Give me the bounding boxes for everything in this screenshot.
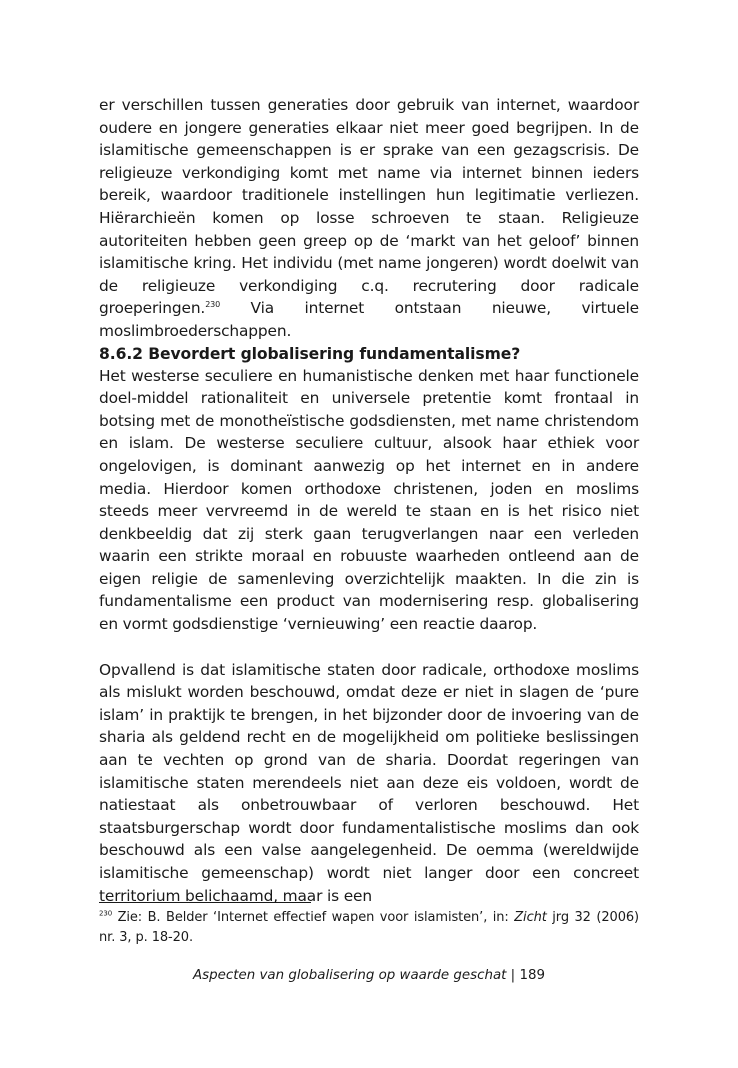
paragraph-2: Het westerse seculiere en humanistische denken met haar functionele doel-middel rationaliteit en universele pretentie komt frontaal in botsing met de monotheïstische godsdiensten, met name christendom en islam. De westerse seculiere cultuur, alsook haar ethiek voor ongelovigen, is dominant aanwezig op het internet en in andere media. Hierdoor komen orthodoxe christenen, joden en moslims steeds meer vervreemd in de wereld te staan en is het risico niet denkbeeldig dat zij sterk gaan terugverlangen naar een verleden waarin een strikte moraal en robuuste waarheden ontleend aan de eigen religie de samenleving overzichtelijk maakten. In die zin is fundamentalisme een product van modernisering resp. globalisering en vormt godsdienstige ‘vernieuwing’ een reactie daarop. (99, 366, 639, 634)
footnote-text-after: jrg 32 (2006) nr. 3, p. 18-20. (99, 910, 640, 945)
footnote-journal: Zicht (514, 910, 547, 925)
paragraph-1-text-after: Via internet ontstaan nieuwe, virtuele moslimbroederschappen. (99, 299, 639, 340)
paragraph-3: Opvallend is dat islamitische staten door radicale, orthodoxe moslims als mislukt worden beschouwd, omdat deze er niet in slagen de ‘pure islam’ in praktijk te brengen, in het bijzonder door de invoering van de sharia als geldend recht en de mogelijkheid om politieke beslissingen aan te vechten op grond van de sharia. Doordat regeringen van islamitische staten merendeels niet aan deze eis voldoen, wordt de natiestaat als onbetrouwbaar of verloren beschouwd. Het staatsburgerschap wordt door fundamentalistische moslims dan ook beschouwd als een valse aangelegenheid. De oemma (wereldwijde islamitische gemeenschap) wordt niet langer door een concreet territorium belichaamd, maar is een (99, 660, 639, 905)
footnote-reference: 230 (205, 300, 221, 310)
footer-separator: | (506, 968, 520, 983)
paragraph-1 (99, 94, 639, 343)
section-heading: 8.6.2 Bevordert globalisering fundamentalisme? (99, 344, 521, 363)
page-body (99, 94, 639, 907)
footer-title: Aspecten van globalisering op waarde geschat (192, 968, 507, 983)
paragraph-1-text: er verschillen tussen generaties door gebruik van internet, waardoor oudere en jongere generaties elkaar niet meer goed begrijpen. In de islamitische gemeenschappen is er sprake van een gezagscrisis. De religieuze verkondiging komt met name via internet binnen ieders bereik, waardoor traditionele instellingen hun legitimatie verliezen. Hiërarchieën komen op losse schroeven te staan. Religieuze autoriteiten hebben geen greep op de ‘markt van het geloof’ binnen islamitische kring. Het individu (met name jongeren) wordt doelwit van de religieuze verkondiging c.q. recrutering door radicale groeperingen. (99, 96, 639, 318)
page-number: 189 (519, 968, 545, 983)
footnote-number: 230 (99, 909, 113, 918)
footnote-text-before: Zie: B. Belder ‘Internet effectief wapen voor islamisten’, in: (112, 910, 515, 925)
footnote-divider (99, 902, 311, 903)
page-footer (0, 966, 738, 986)
footnote (99, 908, 639, 948)
